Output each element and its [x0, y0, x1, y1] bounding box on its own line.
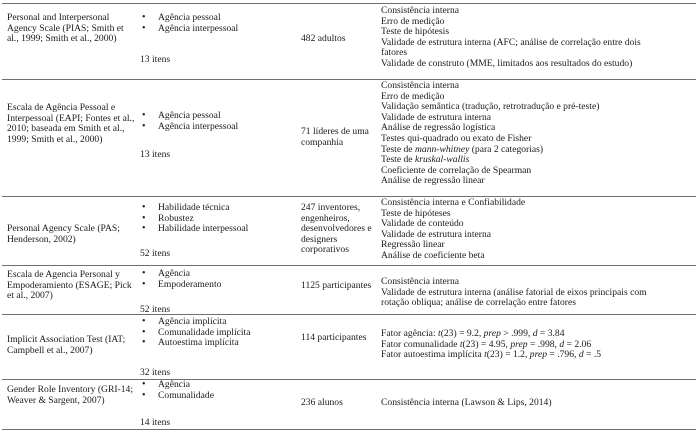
evidence-list: [381, 6, 641, 70]
item-count: 13 itens: [140, 149, 171, 160]
evidence-line: Erro de medição: [381, 15, 445, 27]
evidence-line: Consistência interna: [381, 80, 460, 91]
row-divider: [2, 3, 696, 4]
dimension-item: • Agência implícita: [140, 317, 250, 328]
evidence-line: Testes qui-quadrado ou exato de Fisher: [381, 132, 532, 144]
evidence-line: Consistência interna (Lawson & Lips, 2014): [381, 397, 552, 408]
evidence-line: Teste de mann-whitney (para 2 categorias): [381, 143, 544, 155]
instrument-name: Escala de Agencia Personal y Empoderamiento (ESAGE; Pick et al., 2007): [7, 269, 132, 302]
evidence-line: Validade de construto (MME, limitados aos resultados do estudo): [381, 57, 633, 69]
evidence-line: Fator comunalidade t(23) = 4.95, prep = .998, d = 2.06: [381, 338, 592, 350]
sample-description: 1125 participantes: [301, 280, 372, 291]
evidence-line: Teste de kruskal-wallis: [381, 154, 470, 166]
item-count: 52 itens: [140, 304, 171, 315]
evidence-line: Análise de regressão logística: [381, 122, 496, 134]
dimension-item: • Robustez: [140, 214, 248, 225]
evidence-line: Validade de conteúdo: [381, 218, 464, 230]
item-count: 13 itens: [140, 54, 171, 65]
evidence-list: [381, 81, 599, 187]
instrument-name: Personal and Interpersonal Agency Scale (PIAS; Smith et al., 1999; Smith et al., 2000): [7, 12, 124, 45]
evidence-line: Validação semântica (tradução, retrotradução e pré-teste): [381, 101, 600, 113]
evidence-line: Fator agência: t(23) = 9.2, prep > .999, d = 3.84: [381, 328, 565, 339]
evidence-list: [381, 277, 647, 309]
instrument-name: Implicit Association Test (IAT; Campbell et al., 2007): [7, 334, 126, 356]
evidence-line: Análise de coeficiente beta: [381, 249, 485, 261]
evidence-line: Teste de hipótesis: [381, 26, 450, 38]
evidence-line: Consistência interna: [381, 276, 460, 287]
evidence-line: Validade de estrutura interna (AFC; análise de correlação entre dois: [381, 36, 641, 48]
sample-description: 247 inventores, engenheiros, desenvolvedores e designers corporativos: [301, 202, 372, 256]
evidence-line: Fator autoestima implícita t(23) = 1.2, prep = .796, d = .5: [381, 349, 602, 361]
instrument-name: Escala de Agência Pessoal e Interpessoal (EAPI; Fontes et al., 2010; baseada em Smith et al., 1999; Smith et al., 2000): [7, 102, 135, 145]
evidence-line: fatores: [381, 47, 408, 59]
dimension-list: [140, 13, 238, 34]
evidence-line: Consistência interna e Confiabilidade: [381, 197, 526, 208]
item-count: 52 itens: [140, 248, 171, 259]
dimension-item: • Habilidade técnica: [140, 203, 248, 214]
instrument-name: Personal Agency Scale (PAS; Henderson, 2002): [7, 223, 120, 245]
sample-description: 114 participantes: [301, 332, 367, 343]
evidence-list: [381, 398, 552, 409]
row-divider: [2, 429, 696, 430]
evidence-line: rotação oblíqua; análise de correlação entre fatores: [381, 297, 576, 309]
dimension-list: [140, 317, 250, 349]
dimension-item: • Autoestima implícita: [140, 338, 250, 349]
evidence-line: Validade de estrutura interna (análise fatorial de eixos principais com: [381, 286, 647, 298]
dimension-item: • Agência: [140, 269, 221, 280]
evidence-line: Análise de regressão linear: [381, 175, 485, 187]
dimension-item: • Comunalidade: [140, 391, 214, 402]
dimension-list: [140, 380, 214, 401]
evidence-line: Validade de estrutura interna: [381, 228, 492, 240]
dimension-list: [140, 269, 221, 290]
row-divider: [2, 79, 696, 80]
dimension-item: • Comunalidade implícita: [140, 328, 250, 339]
evidence-line: Regressão linear: [381, 239, 445, 251]
instrument-name: Gender Role Inventory (GRI-14; Weaver & Sargent, 2007): [7, 384, 134, 406]
evidence-line: Coeficiente de correlação de Spearman: [381, 164, 532, 176]
dimension-item: • Agência pessoal: [140, 111, 238, 122]
evidence-line: Teste de hipóteses: [381, 207, 451, 219]
row-divider: [2, 379, 696, 380]
sample-description: 236 alunos: [301, 397, 343, 408]
item-count: 32 itens: [140, 367, 171, 378]
dimension-item: • Agência pessoal: [140, 13, 238, 24]
dimension-list: [140, 111, 238, 132]
evidence-line: Consistência interna: [381, 5, 460, 16]
row-divider: [2, 265, 696, 266]
sample-description: 71 líderes de uma companhia: [301, 126, 369, 148]
row-divider: [2, 196, 696, 197]
evidence-list: [381, 198, 525, 262]
dimension-item: • Agência: [140, 380, 214, 391]
dimension-item: • Agência interpessoal: [140, 24, 238, 35]
item-count: 14 itens: [140, 417, 171, 428]
dimension-list: [140, 203, 248, 235]
dimension-item: • Empoderamento: [140, 280, 221, 291]
evidence-list: [381, 329, 601, 361]
dimension-item: • Agência interpessoal: [140, 122, 238, 133]
sample-description: 482 adultos: [301, 33, 346, 44]
evidence-line: Erro de medição: [381, 90, 445, 102]
dimension-item: • Habilidade interpessoal: [140, 224, 248, 235]
row-divider: [2, 314, 696, 315]
evidence-line: Validade de estrutura interna: [381, 111, 492, 123]
